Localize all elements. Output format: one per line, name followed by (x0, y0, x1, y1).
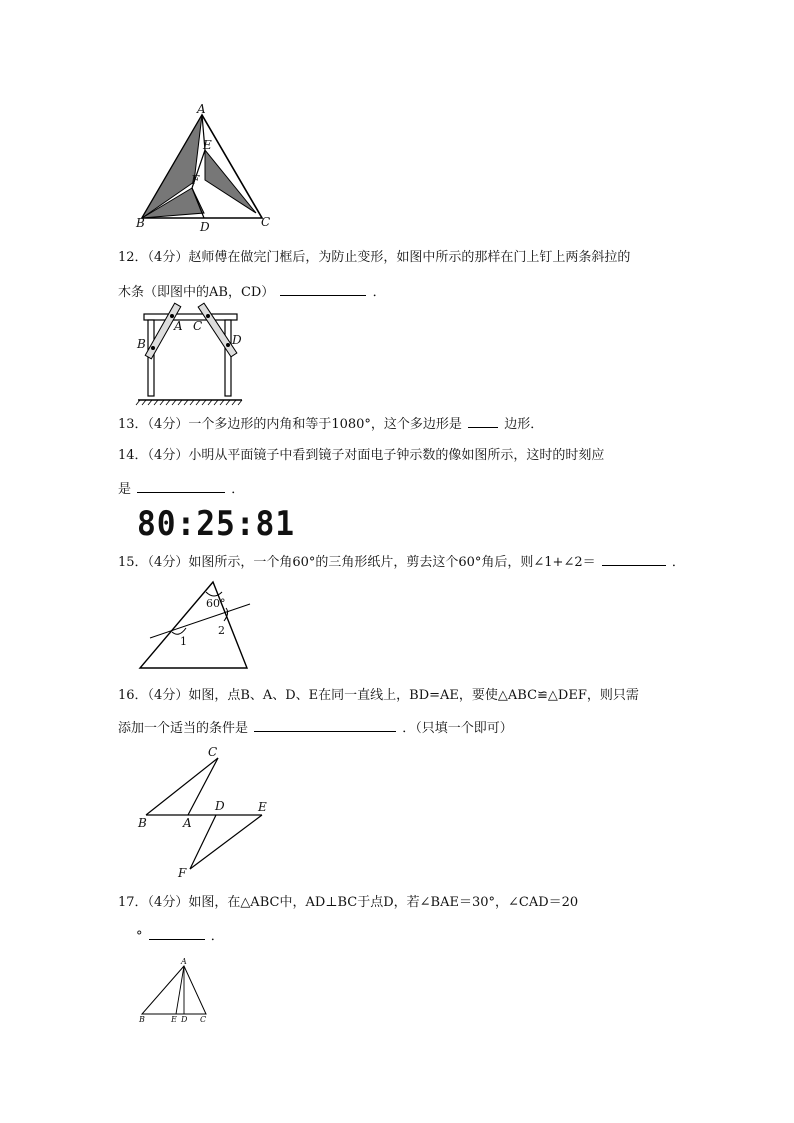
question-12-end: ． (372, 285, 386, 300)
question-12-line1: 12．（4分）赵师傅在做完门框后，为防止变形，如图中所示的那样在门上钉上两条斜拉的 (118, 250, 631, 265)
door-label-b: B (137, 337, 146, 351)
label-d: D (200, 220, 210, 234)
question-17-line1: 17．（4分）如图，在△ABC中，AD⊥BC于点D，若∠BAE＝30°，∠CAD＝20 (118, 895, 579, 910)
answer-blank-14[interactable] (137, 479, 225, 493)
fig16-label-f: F (178, 866, 187, 880)
question-13-end: 边形． (504, 417, 544, 432)
mirrored-clock-display: 80:25:81 (137, 504, 296, 544)
question-16-end: ．（只填一个即可） (402, 721, 513, 736)
answer-blank-16[interactable] (254, 718, 396, 732)
fig16-label-b: B (138, 816, 147, 830)
label-f: F (191, 173, 200, 187)
question-15-text: 15．（4分）如图所示，一个角60°的三角形纸片，剪去这个60°角后，则∠1+∠2＝ (118, 555, 596, 570)
door-label-c: C (193, 319, 203, 333)
question-13 (118, 414, 543, 434)
question-17-end: ． (210, 929, 224, 944)
question-12-text: 木条（即图中的AB，CD） (118, 285, 275, 300)
question-14-end: ． (231, 482, 245, 497)
fig17-label-c: C (200, 1015, 207, 1024)
question-14-line1: 14．（4分）小明从平面镜子中看到镜子对面电子钟示数的像如图所示，这时的时刻应 (118, 448, 605, 463)
question-14-line2 (118, 479, 244, 499)
fig16-label-d: D (215, 799, 225, 813)
label-c: C (261, 215, 271, 229)
question-17-degree: ° (136, 929, 143, 944)
answer-blank-13[interactable] (468, 414, 498, 428)
question-16-text: 添加一个适当的条件是 (118, 721, 249, 736)
triangle-abc-altitude-figure (134, 956, 224, 1028)
label-a: A (197, 102, 206, 116)
question-17-line2 (136, 926, 224, 946)
two-triangles-figure (134, 744, 274, 880)
question-14-text: 是 (118, 482, 132, 497)
answer-blank-15[interactable] (602, 552, 666, 566)
fig16-label-c: C (208, 745, 218, 759)
angle-label-1: 1 (180, 635, 187, 648)
triangle-figure-11 (130, 100, 280, 240)
answer-blank-17[interactable] (149, 926, 205, 940)
fig17-label-e: E (171, 1015, 177, 1024)
angle-label-60: 60° (206, 597, 226, 610)
fig16-label-e: E (258, 800, 267, 814)
answer-blank-12[interactable] (280, 282, 366, 296)
label-e: E (203, 138, 212, 152)
fig16-label-a: A (183, 816, 192, 830)
fig17-label-b: B (139, 1015, 145, 1024)
door-label-a: A (174, 319, 183, 333)
fig17-label-d: D (181, 1015, 188, 1024)
door-label-d: D (232, 333, 242, 347)
question-16-line2 (118, 718, 513, 738)
question-15-end: ． (671, 555, 685, 570)
question-13-text: 13．（4分）一个多边形的内角和等于1080°，这个多边形是 (118, 417, 462, 432)
question-12-line2 (118, 282, 386, 302)
fig17-label-a: A (181, 957, 187, 966)
cut-triangle-figure (134, 578, 254, 674)
question-15 (118, 552, 685, 572)
label-b: B (136, 216, 145, 230)
angle-label-2: 2 (218, 624, 225, 637)
question-16-line1: 16．（4分）如图，点B、A、D、E在同一直线上，BD=AE，要使△ABC≌△DEF，则只需 (118, 688, 639, 703)
door-frame-figure (134, 304, 246, 406)
